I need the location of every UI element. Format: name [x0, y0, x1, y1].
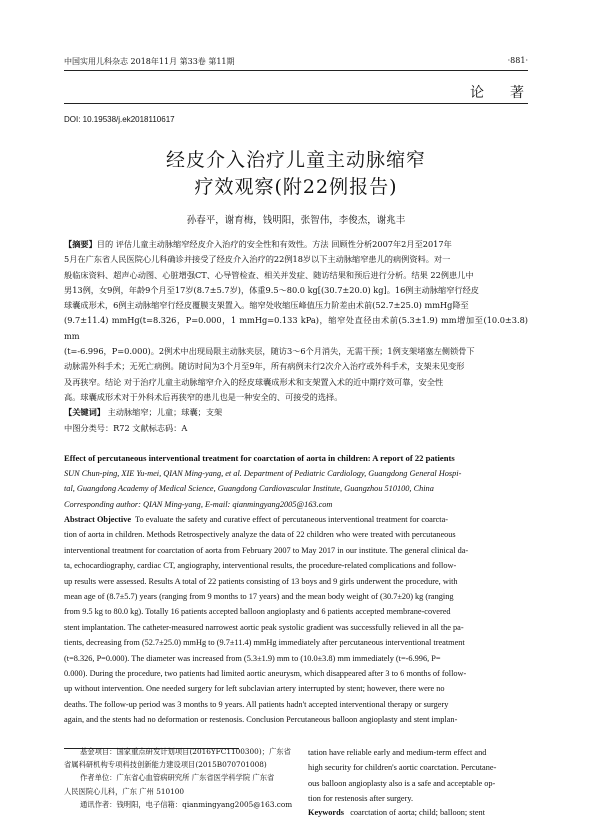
abstract-en-line: mean age of (8.7±5.7) years (ranging from 9 months to 17 years) and the mean body weight of (30.7±20) kg (ranging	[64, 592, 454, 602]
classification: 中图分类号：R72 文献标志码：A	[64, 422, 188, 433]
english-title: Effect of percutaneous interventional treatment for coarctation of aorta in children: A report of 22 patients	[64, 453, 455, 463]
footnote-line: 基金项目：国家重点研发计划项目(2016YFC1100300)；广东省	[80, 747, 291, 756]
keywords-cn-label: 【关键词】	[64, 407, 105, 418]
abstract-en-line: ta, echocardiography, cardiac CT, angiography, interventional results, the procedure-related complications and follow-	[64, 561, 457, 571]
abstract-en-continuation	[308, 745, 528, 807]
keywords-en-text: coarctation of aorta; child; balloon; stent	[350, 808, 485, 817]
footnote-line: 人民医院心儿科，广东 广州 510100	[64, 786, 185, 796]
abstract-en-text: To evaluate the safety and curative effect of percutaneous interventional treatment for coarcta-	[135, 515, 449, 524]
abstract-en-line: deaths. The follow-up period was 3 months to 9 years. All patients hadn't accepted interventional therapy or surgery	[64, 699, 449, 709]
abstract-cn-line: 般临床资料、超声心动图、心脏增强CT、心导管检查、相关并发症、随访结果和预后进行分析。结果 22例患儿中	[64, 269, 474, 280]
footnote-line: 通讯作者：钱明阳，电子信箱：qianmingyang2005@163.com	[80, 799, 293, 809]
abstract-en-line: tion for restenosis after surgery.	[308, 794, 414, 804]
section-label: 论著	[470, 85, 550, 101]
header-rule	[64, 70, 528, 71]
keywords-cn	[64, 405, 528, 420]
affiliation-line: SUN Chun-ping, XIE Yu-mei, QIAN Ming-yang, et al. Department of Pediatric Cardiology, Guangdong General Hospi-	[64, 469, 462, 478]
authors: 孙春平，谢育梅，钱明阳，张智伟，李俊杰，谢兆丰	[186, 215, 406, 226]
abstract-en-label: Abstract Objective	[64, 515, 132, 524]
abstract-en-line: interventional treatment for coarctation of aorta from February 2007 to May 2017 in our institute. The general clinical da-	[64, 545, 469, 555]
page-number: ·881·	[507, 56, 528, 65]
running-header	[64, 56, 528, 67]
abstract-en-line	[64, 512, 528, 527]
abstract-en-line: ous balloon angioplasty also is a safe and acceptable op-	[308, 778, 496, 788]
abstract-cn-line: 男13例，女9例，年龄9个月至17岁(8.7±5.7岁)，体重9.5～80.0 kg[(30.7±20.0) kg]。16例主动脉缩窄行经皮	[64, 284, 479, 295]
keywords-en	[308, 805, 528, 820]
abstract-en-line: tation have reliable early and medium-term effect and	[308, 748, 487, 757]
abstract-cn-line: (t=-6.996，P=0.000)。2例术中出现局限主动脉夹层，随访3～6个月消失，无需干预；1例支架堵塞左侧锁骨下	[64, 346, 475, 357]
abstract-en-line: from 9.5 kg to 80.0 kg). Totally 16 patients accepted balloon angioplasty and 6 patients accepted membrane-covered	[64, 607, 451, 617]
abstract-cn-line	[64, 237, 528, 252]
abstract-cn	[64, 237, 528, 436]
journal-name: 中国实用儿科杂志 2018年11月 第33卷 第11期	[64, 57, 235, 66]
english-abstract	[64, 512, 528, 728]
english-affiliation	[64, 466, 528, 512]
abstract-en-line: again, and the stents had no deformation or restenosis. Conclusion Percutaneous balloon angioplasty and stent implan-	[64, 715, 458, 725]
abstract-en-line: 0.000). During the procedure, two patients had limited aortic aneurysm, which disappeared after 3 to 6 months of follow-	[64, 669, 467, 679]
affiliation-line: tal, Guangdong Academy of Medical Science, Guangdong Cardiovascular Institute, Guangzhou 510100, China	[64, 484, 434, 494]
abstract-cn-text: 目的 评估儿童主动脉缩窄经皮介入治疗的安全性和有效性。方法 回顾性分析2007年2月至2017年	[96, 239, 452, 249]
section-rule	[64, 103, 528, 104]
abstract-en-line: up results were assessed. Results A total of 22 patients consisting of 13 boys and 9 girls underwent the procedure, with	[64, 576, 458, 586]
abstract-cn-line: 5月在广东省人民医院心儿科确诊并接受了经皮介入治疗的22例18岁以下主动脉缩窄患儿的病例资料。对一	[64, 254, 451, 265]
abstract-cn-line: 动脉需外科手术；无死亡病例。随访时间为3个月至9年，所有病例未行2次介入治疗或外科手术，支架未见变形	[64, 361, 465, 372]
abstract-cn-label: 【摘要】	[64, 239, 97, 249]
title-line-1: 经皮介入治疗儿童主动脉缩窄	[165, 149, 426, 171]
abstract-en-line: tients, decreasing from (52.7±25.0) mmHg to (9.7±11.4) mmHg immediately after percutaneous interventional treatment	[64, 638, 465, 648]
title-line-2: 疗效观察(附22例报告)	[194, 176, 398, 198]
abstract-cn-line: 及再狭窄。结论 对于治疗儿童主动脉缩窄介入的经皮球囊成形术和支架置入术的近中期疗效可靠，安全性	[64, 376, 444, 387]
doi: DOI: 10.19538/j.ek2018110617	[64, 115, 175, 124]
abstract-en-line: tion of aorta in children. Methods Retrospectively analyze the data of 22 children who were treated with percutaneous	[64, 530, 456, 540]
abstract-cn-line: (9.7±11.4) mmHg(t=8.326，P=0.000，1 mmHg=0.133 kPa)，缩窄处直径由术前(5.3±1.9) mm增加至(10.0±3.8) mm	[64, 315, 528, 341]
corresponding-author: Corresponding author: QIAN Ming-yang, E-mail: qianmingyang2005@163.com	[64, 499, 333, 509]
keywords-cn-text: 主动脉缩窄；儿童；球囊；支架	[107, 407, 223, 418]
footnote-line: 作者单位：广东省心血管病研究所 广东省医学科学院 广东省	[80, 773, 275, 783]
footnotes	[64, 745, 310, 811]
abstract-en-line: up without intervention. One needed surgery for left subclavian artery interrupted by stent; however, there were no	[64, 684, 445, 694]
footnote-line: 省属科研机构专项科技创新能力建设项目(2015B070701008)	[64, 760, 267, 770]
abstract-en-line: stent implantation. The catheter-measured narrowest aortic peak systolic gradient was successfully relieved in all the pa-	[64, 622, 464, 632]
abstract-en-line: (t=8.326, P=0.000). The diameter was increased from (5.3±1.9) mm to (10.0±3.8) mm immediately (t=-6.996, P=	[64, 653, 441, 663]
abstract-en-line: high security for children's aortic coarctation. Percutane-	[308, 763, 497, 773]
abstract-cn-line: 球囊成形术，6例主动脉缩窄行经皮覆膜支架置入。缩窄处收缩压峰值压力阶差由术前(52.7±25.0) mmHg降至	[64, 300, 469, 311]
abstract-cn-line: 高。球囊成形术对于外科术后再狭窄的患儿也是一种安全的、可接受的选择。	[64, 391, 343, 402]
keywords-en-label: Keywords	[308, 808, 344, 817]
